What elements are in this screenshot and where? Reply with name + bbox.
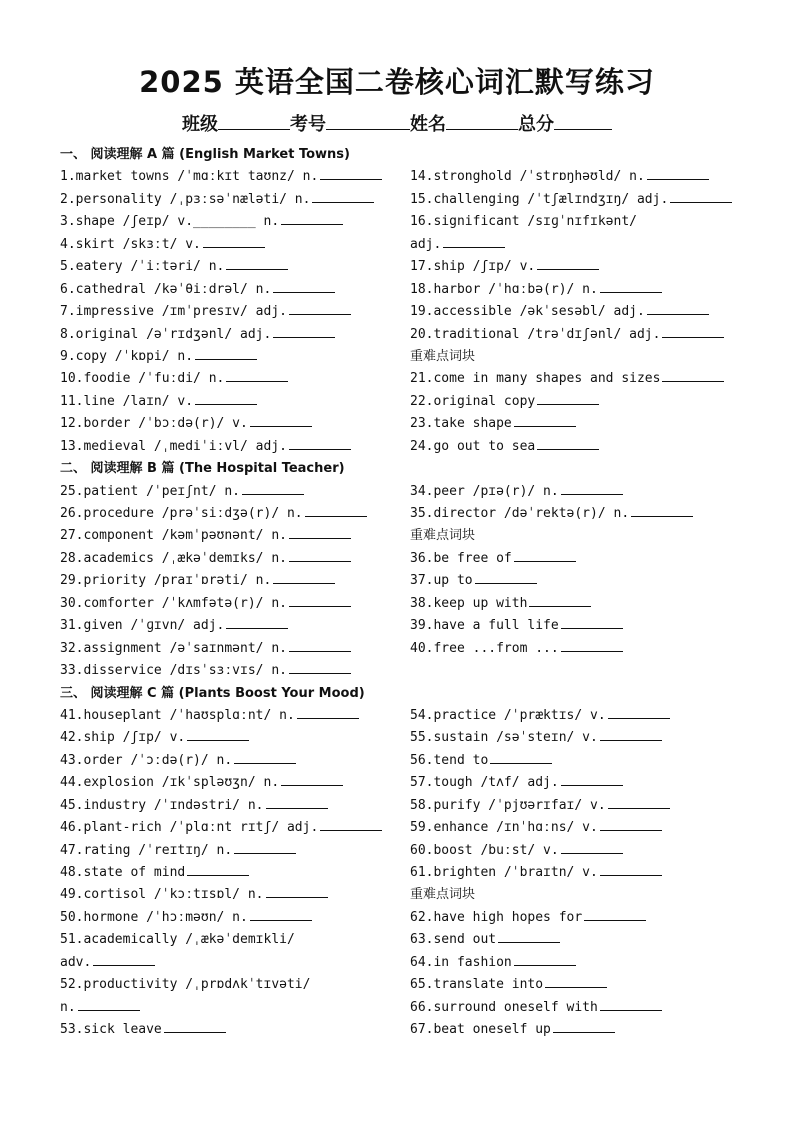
vocab-item-text: 6.cathedral /kəˈθiːdrəl/ n. (60, 281, 272, 297)
vocab-item-text: 40.free ...from ... (410, 640, 559, 656)
spacer-row (410, 458, 750, 480)
answer-blank[interactable] (226, 616, 288, 629)
vocab-item-text: 22.original copy (410, 393, 536, 409)
class-label: 班级 (182, 114, 218, 135)
vocab-item-text: 3.shape /ʃeɪp/ v.________ n. (60, 214, 280, 230)
vocab-item (410, 795, 750, 817)
answer-blank[interactable] (443, 235, 505, 248)
vocab-item (60, 189, 400, 211)
vocab-item-text: 35.director /dəˈrektə(r)/ n. (410, 506, 630, 521)
vocab-item (410, 929, 750, 951)
vocab-item (410, 436, 750, 458)
vocab-item-text: 39.have a full life (410, 618, 559, 634)
vocab-item-text: 48.state of mind (60, 865, 186, 880)
answer-blank[interactable] (289, 526, 351, 539)
spacer-row (410, 660, 750, 682)
vocab-item (410, 548, 750, 570)
vocab-item-text: 66.surround oneself with (410, 999, 598, 1015)
vocab-item-text: 65.translate into (410, 977, 544, 993)
chunk-subheading: 重难点词块 (410, 887, 476, 903)
answer-blank[interactable] (670, 190, 732, 203)
exam-no-label: 考号 (290, 114, 326, 135)
answer-blank[interactable] (289, 302, 351, 315)
vocab-item (60, 548, 400, 570)
vocab-item (410, 817, 750, 839)
vocab-item (60, 413, 400, 435)
vocab-item-text: 31.given /ˈɡɪvn/ adj. (60, 618, 225, 634)
vocab-item-text: 45.industry /ˈɪndəstri/ n. (60, 797, 264, 813)
answer-blank[interactable] (93, 953, 155, 966)
vocab-item (60, 525, 400, 547)
answer-blank[interactable] (266, 796, 328, 809)
vocab-item-text: 19.accessible /əkˈsesəbl/ adj. (410, 304, 645, 320)
answer-blank[interactable] (608, 706, 670, 719)
answer-blank[interactable] (297, 706, 359, 719)
answer-blank[interactable] (164, 1020, 226, 1033)
answer-blank[interactable] (234, 751, 296, 764)
vocab-item-text: 16.significant /sɪɡˈnɪfɪkənt/ (410, 214, 637, 230)
answer-blank[interactable] (553, 1020, 615, 1033)
answer-blank[interactable] (600, 998, 662, 1011)
vocab-item-text: 36.be free of (410, 550, 512, 566)
answer-blank[interactable] (187, 728, 249, 741)
vocab-item-text: 20.traditional /trəˈdɪʃənl/ adj. (410, 326, 661, 342)
vocab-item (60, 795, 400, 817)
vocab-item (410, 256, 750, 278)
vocab-item (410, 481, 750, 503)
vocab-item (60, 570, 400, 592)
answer-blank[interactable] (475, 571, 537, 584)
vocab-item-text: 60.boost /buːst/ v. (410, 842, 559, 858)
vocab-item-text: 51.academically /ˌækəˈdemɪkli/ (60, 932, 295, 948)
vocab-item-text: 26.procedure /prəˈsiːdʒə(r)/ n. (60, 506, 303, 521)
answer-blank[interactable] (273, 571, 335, 584)
vocab-item (60, 301, 400, 323)
vocab-item (410, 840, 750, 862)
vocab-item (60, 840, 400, 862)
vocab-item (410, 952, 750, 974)
vocab-item-text: 13.medieval /ˌmediˈiːvl/ adj. (60, 438, 287, 454)
vocab-item (410, 727, 750, 749)
vocab-item (60, 368, 400, 390)
answer-blank[interactable] (490, 751, 552, 764)
vocab-item-text: n. (60, 999, 76, 1015)
vocab-item-text: 54.practice /ˈpræktɪs/ v. (410, 707, 606, 723)
score-label: 总分 (518, 114, 554, 135)
vocab-item (60, 346, 400, 368)
answer-blank[interactable] (537, 437, 599, 450)
vocab-item-text: 10.foodie /ˈfuːdi/ n. (60, 371, 225, 387)
vocab-item (60, 660, 400, 682)
worksheet-title: 2025 英语全国二卷核心词汇默写练习 (139, 65, 655, 99)
answer-blank[interactable] (187, 863, 249, 876)
vocab-item (60, 750, 400, 772)
vocab-item (410, 368, 750, 390)
answer-blank[interactable] (561, 482, 623, 495)
vocab-item (410, 772, 750, 794)
left-column (60, 144, 400, 1042)
answer-blank[interactable] (514, 953, 576, 966)
vocab-item (410, 234, 750, 256)
answer-blank[interactable] (662, 369, 724, 382)
vocab-item (60, 952, 400, 974)
vocab-item-text: 7.impressive /ɪmˈpresɪv/ adj. (60, 304, 287, 320)
section-header (60, 144, 400, 166)
vocab-item (60, 593, 400, 615)
answer-blank[interactable] (631, 504, 693, 517)
vocab-item-text: 27.component /kəmˈpəʊnənt/ n. (60, 528, 287, 544)
answer-blank[interactable] (320, 818, 382, 831)
answer-blank[interactable] (273, 325, 335, 338)
vocab-item-text: 1.market towns /ˈmɑːkɪt taʊnz/ n. (60, 169, 319, 185)
answer-blank[interactable] (305, 504, 367, 517)
answer-blank[interactable] (242, 482, 304, 495)
vocab-item (60, 481, 400, 503)
vocab-item-text: 5.eatery /ˈiːtəri/ n. (60, 259, 225, 275)
vocab-item-text: 56.tend to (410, 752, 489, 768)
vocab-item (60, 907, 400, 929)
answer-blank[interactable] (289, 594, 351, 607)
vocab-item (410, 974, 750, 996)
answer-blank[interactable] (600, 863, 662, 876)
vocab-item-text: 63.send out (410, 932, 497, 948)
section-header (60, 458, 400, 480)
vocab-item-text: 32.assignment /əˈsaɪnmənt/ n. (60, 640, 287, 656)
vocab-item-text: 67.beat oneself up (410, 1022, 551, 1038)
vocab-item (60, 727, 400, 749)
answer-blank[interactable] (600, 818, 662, 831)
vocab-item-text: 52.productivity /ˌprɒdʌkˈtɪvəti/ (60, 977, 311, 993)
vocab-item (60, 234, 400, 256)
answer-blank[interactable] (529, 594, 591, 607)
answer-blank[interactable] (195, 347, 257, 360)
vocab-item-text: 44.explosion /ɪkˈspləʊʒn/ n. (60, 775, 280, 791)
answer-blank[interactable] (537, 392, 599, 405)
vocab-item (60, 929, 400, 951)
vocab-item (410, 324, 750, 346)
vocab-item (410, 615, 750, 637)
chunk-subheading: 重难点词块 (410, 348, 476, 364)
answer-blank[interactable] (545, 975, 607, 988)
vocab-item-text: 59.enhance /ɪnˈhɑːns/ v. (410, 820, 598, 836)
vocab-item (410, 189, 750, 211)
spacer-row (410, 683, 750, 705)
vocab-item-text: 14.stronghold /ˈstrɒŋhəʊld/ n. (410, 169, 645, 185)
vocab-item-text: 2.personality /ˌpɜːsəˈnæləti/ n. (60, 191, 311, 207)
answer-blank[interactable] (266, 885, 328, 898)
vocab-item-text: 58.purify /ˈpjʊərɪfaɪ/ v. (410, 797, 606, 813)
vocab-item-text: adj. (410, 236, 442, 252)
answer-blank[interactable] (289, 549, 351, 562)
answer-blank[interactable] (608, 796, 670, 809)
answer-blank[interactable] (662, 325, 724, 338)
answer-blank[interactable] (584, 908, 646, 921)
answer-blank[interactable] (312, 190, 374, 203)
answer-blank[interactable] (226, 257, 288, 270)
vocab-item (60, 211, 400, 233)
vocab-item (410, 570, 750, 592)
vocab-item-text: 29.priority /praɪˈɒrəti/ n. (60, 573, 272, 589)
vocab-item (410, 413, 750, 435)
answer-blank[interactable] (289, 661, 351, 674)
answer-blank[interactable] (226, 369, 288, 382)
vocab-item (60, 279, 400, 301)
vocab-item-text: 55.sustain /səˈsteɪn/ v. (410, 730, 598, 746)
vocab-item (60, 503, 400, 525)
answer-blank[interactable] (78, 998, 140, 1011)
vocab-item-text: 62.have high hopes for (410, 909, 583, 925)
name-label: 姓名 (410, 114, 446, 135)
vocab-item (60, 817, 400, 839)
vocab-item (60, 324, 400, 346)
answer-blank[interactable] (600, 280, 662, 293)
class-blank[interactable] (218, 111, 290, 130)
vocab-item-text: 24.go out to sea (410, 438, 536, 454)
name-blank[interactable] (446, 111, 518, 130)
student-info-line (0, 110, 794, 136)
answer-blank[interactable] (647, 167, 709, 180)
vocab-item-text: 53.sick leave (60, 1022, 162, 1038)
vocab-item-text: adv. (60, 954, 92, 970)
vocab-item (410, 997, 750, 1019)
answer-blank[interactable] (273, 280, 335, 293)
vocab-item (60, 391, 400, 413)
section-header (60, 683, 400, 705)
chunk-subheading: 重难点词块 (410, 528, 476, 544)
answer-blank[interactable] (320, 167, 382, 180)
vocab-item (60, 615, 400, 637)
answer-blank[interactable] (289, 437, 351, 450)
vocab-item-text: 47.rating /ˈreɪtɪŋ/ n. (60, 842, 233, 858)
vocab-item-text: 4.skirt /skɜːt/ v. (60, 236, 201, 252)
vocab-item (60, 705, 400, 727)
vocab-item-text: 9.copy /ˈkɒpi/ n. (60, 348, 194, 364)
vocab-item (60, 1019, 400, 1041)
section-header-text: 二、 阅读理解 B 篇 (The Hospital Teacher) (60, 461, 345, 477)
vocab-item (60, 974, 400, 996)
answer-blank[interactable] (250, 414, 312, 427)
vocab-item (410, 166, 750, 188)
vocab-item-text: 18.harbor /ˈhɑːbə(r)/ n. (410, 281, 598, 297)
answer-blank[interactable] (561, 773, 623, 786)
vocab-item-text: 37.up to (410, 573, 473, 589)
vocab-item-text: 50.hormone /ˈhɔːməʊn/ n. (60, 909, 248, 925)
vocab-item-text: 8.original /əˈrɪdʒənl/ adj. (60, 326, 272, 342)
answer-blank[interactable] (289, 639, 351, 652)
vocab-item-text: 46.plant-rich /ˈplɑːnt rɪtʃ/ adj. (60, 820, 319, 836)
answer-blank[interactable] (203, 235, 265, 248)
answer-blank[interactable] (514, 414, 576, 427)
vocab-item (410, 862, 750, 884)
vocab-item (410, 503, 750, 525)
vocab-item (60, 772, 400, 794)
vocab-item-text: 49.cortisol /ˈkɔːtɪsɒl/ n. (60, 887, 264, 903)
exam-no-blank[interactable] (326, 111, 410, 130)
vocab-item (410, 593, 750, 615)
answer-blank[interactable] (647, 302, 709, 315)
vocab-item-text: 43.order /ˈɔːdə(r)/ n. (60, 752, 233, 768)
answer-blank[interactable] (250, 908, 312, 921)
vocab-item-text: 23.take shape (410, 416, 512, 432)
answer-blank[interactable] (537, 257, 599, 270)
vocab-item (410, 638, 750, 660)
vocab-item-text: 41.houseplant /ˈhaʊsplɑːnt/ n. (60, 707, 295, 723)
vocab-item (410, 211, 750, 233)
vocab-item-text: 30.comforter /ˈkʌmfətə(r)/ n. (60, 595, 287, 611)
answer-blank[interactable] (600, 728, 662, 741)
vocab-item-text: 15.challenging /ˈtʃælɪndʒɪŋ/ adj. (410, 191, 669, 207)
vocab-item (60, 638, 400, 660)
answer-blank[interactable] (514, 549, 576, 562)
right-column (410, 144, 750, 1042)
vocab-item (410, 279, 750, 301)
vocab-item (60, 884, 400, 906)
score-blank[interactable] (554, 111, 612, 130)
answer-blank[interactable] (234, 841, 296, 854)
vocab-item (60, 436, 400, 458)
vocab-item-text: 12.border /ˈbɔːdə(r)/ v. (60, 416, 248, 432)
answer-blank[interactable] (281, 773, 343, 786)
vocab-item (410, 1019, 750, 1041)
vocab-item (60, 997, 400, 1019)
vocab-item (60, 862, 400, 884)
vocab-item-text: 11.line /laɪn/ v. (60, 393, 194, 409)
answer-blank[interactable] (498, 930, 560, 943)
section-header-text: 三、 阅读理解 C 篇 (Plants Boost Your Mood) (60, 685, 365, 701)
vocab-item (410, 907, 750, 929)
answer-blank[interactable] (561, 639, 623, 652)
vocab-item-text: 38.keep up with (410, 595, 528, 611)
vocab-item-text: 42.ship /ʃɪp/ v. (60, 730, 186, 746)
vocab-item (410, 301, 750, 323)
answer-blank[interactable] (195, 392, 257, 405)
section-header-text: 一、 阅读理解 A 篇 (English Market Towns) (60, 147, 350, 162)
answer-blank[interactable] (561, 616, 623, 629)
vocab-item-text: 17.ship /ʃɪp/ v. (410, 259, 536, 275)
vocab-item (60, 256, 400, 278)
vocab-item (60, 166, 400, 188)
vocab-item-text: 34.peer /pɪə(r)/ n. (410, 483, 559, 499)
vocab-item-text: 28.academics /ˌækəˈdemɪks/ n. (60, 550, 287, 566)
answer-blank[interactable] (281, 212, 343, 225)
vocab-item-text: 33.disservice /dɪsˈsɜːvɪs/ n. (60, 663, 287, 679)
vocab-item (410, 391, 750, 413)
vocab-item-text: 57.tough /tʌf/ adj. (410, 775, 559, 791)
vocab-item (410, 750, 750, 772)
vocab-item-text: 64.in fashion (410, 954, 512, 970)
answer-blank[interactable] (561, 841, 623, 854)
vocab-item-text: 21.come in many shapes and sizes (410, 371, 661, 387)
vocab-item-text: 61.brighten /ˈbraɪtn/ v. (410, 865, 598, 880)
spacer-row (410, 144, 750, 166)
vocab-item (410, 705, 750, 727)
vocab-item-text: 25.patient /ˈpeɪʃnt/ n. (60, 483, 241, 499)
